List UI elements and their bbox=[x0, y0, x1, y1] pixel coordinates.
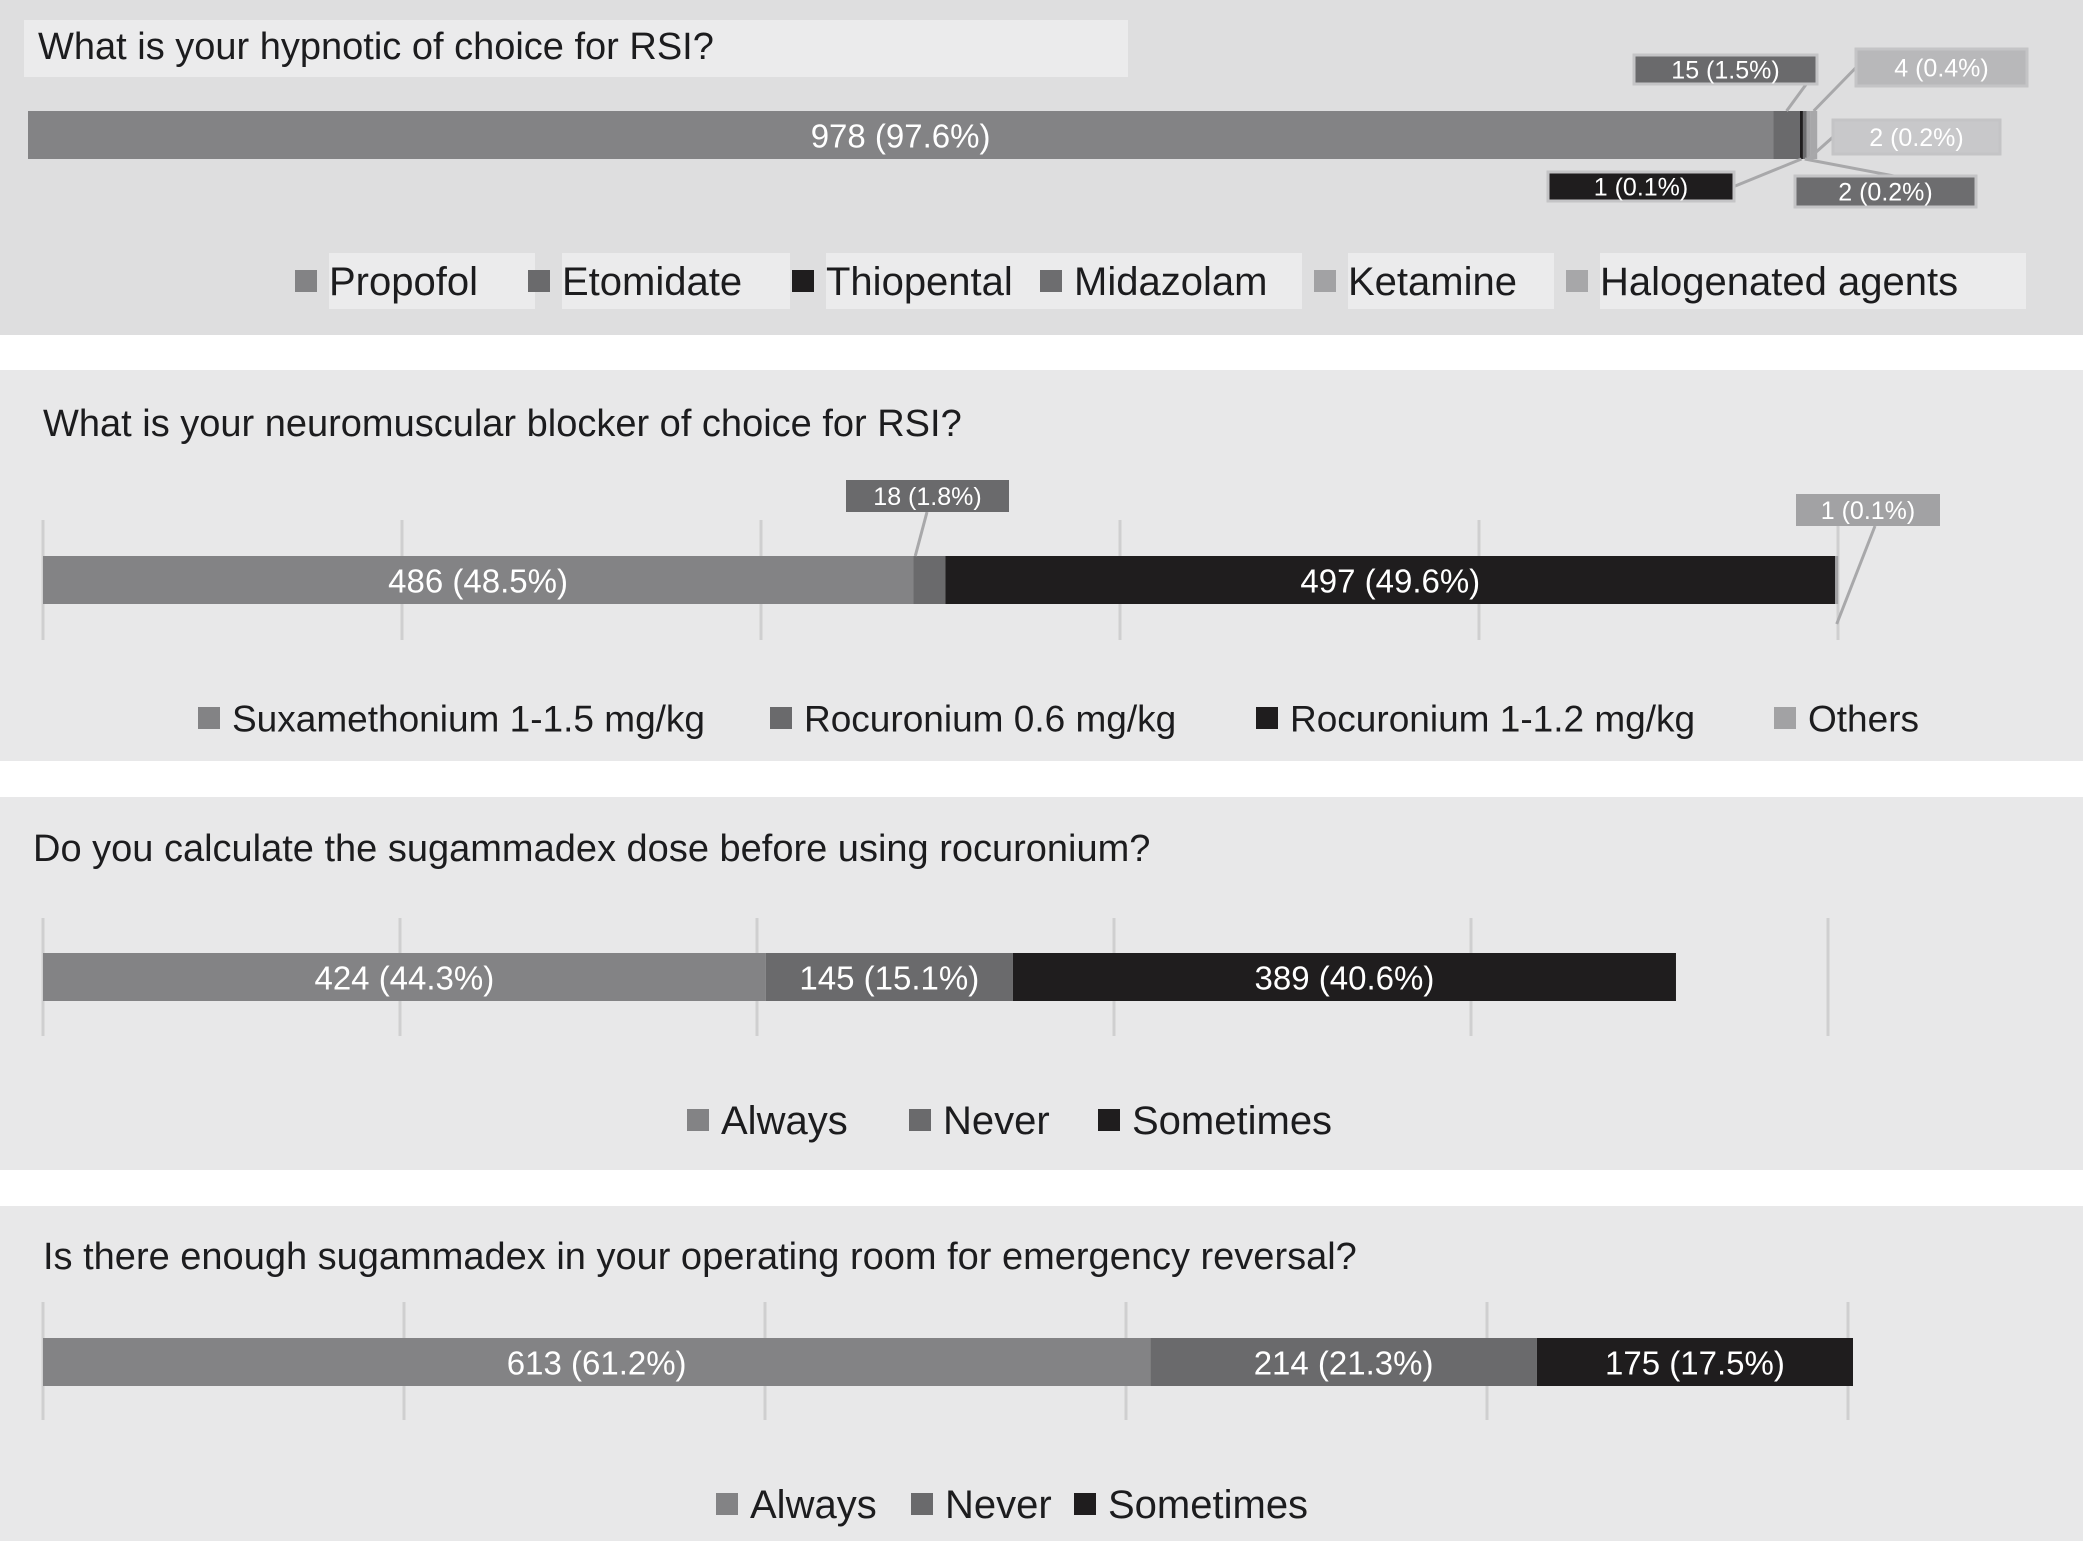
legend-marker bbox=[528, 270, 550, 292]
legend-entry: Rocuronium 0.6 mg/kg bbox=[804, 698, 1177, 740]
data-label: 1 (0.1%) bbox=[1820, 497, 1916, 525]
legend-marker bbox=[792, 270, 814, 292]
data-label: 4 (0.4%) bbox=[1894, 54, 1989, 83]
legend-marker bbox=[687, 1109, 709, 1131]
legend-marker bbox=[1774, 707, 1796, 729]
data-label: 214 (21.3%) bbox=[1253, 1344, 1434, 1382]
legend-marker bbox=[911, 1493, 933, 1515]
legend-entry: Never bbox=[945, 1483, 1052, 1527]
legend-entry: Suxamethonium 1-1.5 mg/kg bbox=[232, 698, 706, 740]
data-label: 486 (48.5%) bbox=[388, 562, 568, 600]
legend-marker bbox=[1074, 1493, 1096, 1515]
data-label: 175 (17.5%) bbox=[1605, 1344, 1785, 1382]
chart-panel-4 bbox=[0, 1206, 2083, 1541]
chart-panel-1 bbox=[0, 0, 2083, 335]
legend-marker bbox=[295, 270, 317, 292]
bar-segment-2 bbox=[1773, 111, 1800, 159]
legend-entry: Always bbox=[750, 1483, 877, 1527]
data-label: 978 (97.6%) bbox=[810, 117, 991, 155]
legend-marker bbox=[1314, 270, 1336, 292]
legend-marker bbox=[770, 707, 792, 729]
data-label: 2 (0.2%) bbox=[1838, 178, 1933, 207]
data-label: 2 (0.2%) bbox=[1869, 124, 1964, 152]
data-label: 1 (0.1%) bbox=[1593, 173, 1689, 202]
chart-title: What is your hypnotic of choice for RSI? bbox=[38, 26, 714, 68]
data-label: 18 (1.8%) bbox=[873, 483, 982, 511]
data-label: 613 (61.2%) bbox=[506, 1344, 687, 1382]
bar-segment-2 bbox=[913, 556, 945, 604]
chart-panel-3 bbox=[0, 797, 2083, 1170]
legend-marker bbox=[198, 707, 220, 729]
legend-entry: Always bbox=[721, 1099, 848, 1143]
legend-entry: Propofol bbox=[329, 260, 478, 304]
legend-entry: Sometimes bbox=[1132, 1099, 1333, 1143]
legend-entry: Sometimes bbox=[1108, 1483, 1309, 1527]
legend-marker bbox=[1040, 270, 1062, 292]
chart-title: Do you calculate the sugammadex dose before using rocuronium? bbox=[33, 828, 1151, 870]
legend-marker bbox=[1256, 707, 1278, 729]
legend-entry: Thiopental bbox=[826, 260, 1013, 304]
bar-segment-4 bbox=[1835, 556, 1838, 604]
legend-entry: Ketamine bbox=[1348, 260, 1517, 304]
legend-marker bbox=[909, 1109, 931, 1131]
bar-segment-4 bbox=[1803, 111, 1807, 159]
data-label: 389 (40.6%) bbox=[1254, 959, 1435, 997]
legend-entry: Rocuronium 1-1.2 mg/kg bbox=[1290, 698, 1696, 740]
legend-entry: Halogenated agents bbox=[1600, 260, 1959, 304]
data-label: 15 (1.5%) bbox=[1671, 56, 1780, 85]
legend-entry: Midazolam bbox=[1074, 260, 1268, 304]
legend-entry: Others bbox=[1808, 698, 1920, 740]
chart-title: Is there enough sugammadex in your operating room for emergency reversal? bbox=[43, 1236, 1357, 1278]
legend-marker bbox=[1098, 1109, 1120, 1131]
data-label: 424 (44.3%) bbox=[314, 959, 495, 997]
legend-marker bbox=[716, 1493, 738, 1515]
bar-segment-5 bbox=[1807, 111, 1811, 159]
legend-marker bbox=[1566, 270, 1588, 292]
chart-title: What is your neuromuscular blocker of choice for RSI? bbox=[43, 403, 962, 445]
data-label: 145 (15.1%) bbox=[799, 959, 980, 997]
bar-segment-3 bbox=[1800, 111, 1803, 159]
legend-entry: Never bbox=[943, 1099, 1050, 1143]
chart-panel-2 bbox=[0, 370, 2083, 761]
data-label: 497 (49.6%) bbox=[1300, 562, 1481, 600]
legend-entry: Etomidate bbox=[562, 260, 743, 304]
